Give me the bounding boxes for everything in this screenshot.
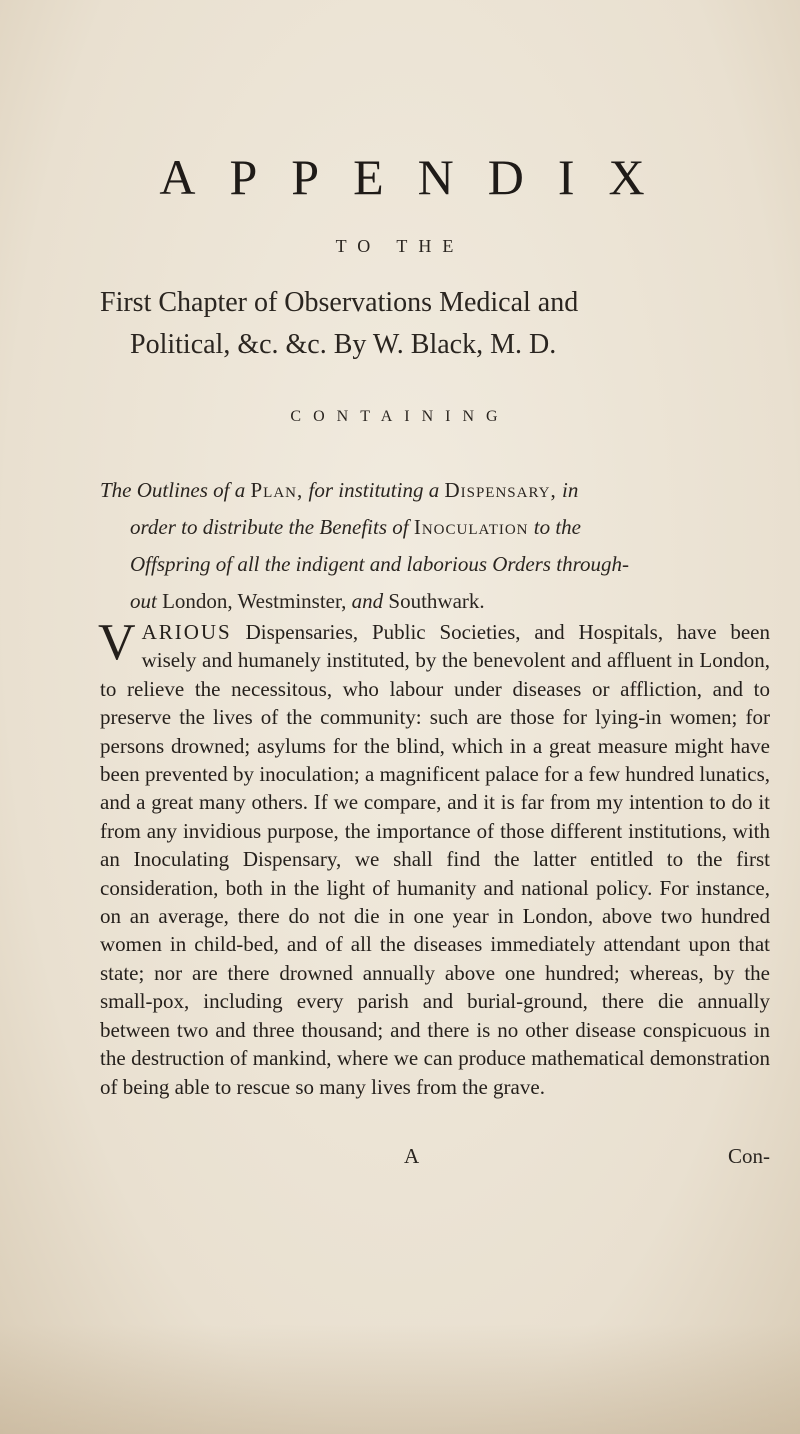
- outline-text-6: Offspring of all the indigent and laborious Orders through-: [130, 552, 629, 576]
- outline-dispensary: Dispensary,: [444, 478, 557, 502]
- outline-description: [100, 472, 760, 620]
- paper-stain: [0, 1324, 800, 1434]
- outline-and: and: [346, 589, 389, 613]
- outline-text-5: to the: [528, 515, 582, 539]
- outline-southwark: Southwark.: [388, 589, 485, 613]
- subtitle-to-the: TO THE: [335, 236, 465, 256]
- body-paragraph: [98, 614, 770, 1101]
- outline-places: London, Westminster,: [162, 589, 347, 613]
- chapter-heading: [100, 282, 760, 366]
- outline-text-7: out: [130, 589, 163, 613]
- outline-inoculation: Inoculation: [413, 515, 529, 539]
- first-word: ARIOUS: [141, 620, 232, 644]
- outline-text-4: order to distribute the Benefits of: [130, 515, 414, 539]
- page-title: APPENDIX: [159, 149, 679, 205]
- chapter-line-1: First Chapter of Observations Medical and: [100, 287, 579, 318]
- outline-text-1: The Outlines of a: [100, 478, 251, 502]
- outline-line-4: [100, 583, 760, 620]
- drop-cap: V: [98, 614, 136, 671]
- chapter-line-2: Political, &c. &c. By W. Black, M. D.: [130, 329, 557, 360]
- outline-line-2: [100, 509, 760, 546]
- catchword: Con-: [728, 1144, 770, 1168]
- outline-text-3: in: [556, 478, 579, 502]
- outline-text-2: for instituting a: [303, 478, 445, 502]
- body-text: Dispensaries, Public Societies, and Hospitals, have been wisely and humanely instituted, by the benevolent and affluent in London, to relieve the necessitous, who labour under diseases or affliction, and to preserve the lives of the community: such are those for lying-in women; for persons drowned; asylums for the blind, which in a great measure might have been prevented by inoculation; a magnificent palace for a few hundred lunatics, and a great many others. If we compare, and it is far from my intention to do it from any invidious purpose, the importance of those different institutions, with an Inoculating Dispensary, we shall find the latter entitled to the first consideration, both in the light of humanity and national policy. For instance, on an average, there do not die in one year in London, above two hundred women in child-bed, and of all the diseases immediately attendant upon that state; nor are there drowned annually above one hundred; whereas, by the small-pox, including every parish and burial-ground, there die annually between two and three thousand; and there is no other disease conspicuous in the destruction of mankind, where we can produce mathematical demonstration of being able to rescue so many lives from the grave.: [100, 620, 770, 1099]
- outline-plan: Plan,: [250, 478, 304, 502]
- containing-label: CONTAINING: [290, 408, 510, 425]
- signature-mark: A: [404, 1144, 420, 1168]
